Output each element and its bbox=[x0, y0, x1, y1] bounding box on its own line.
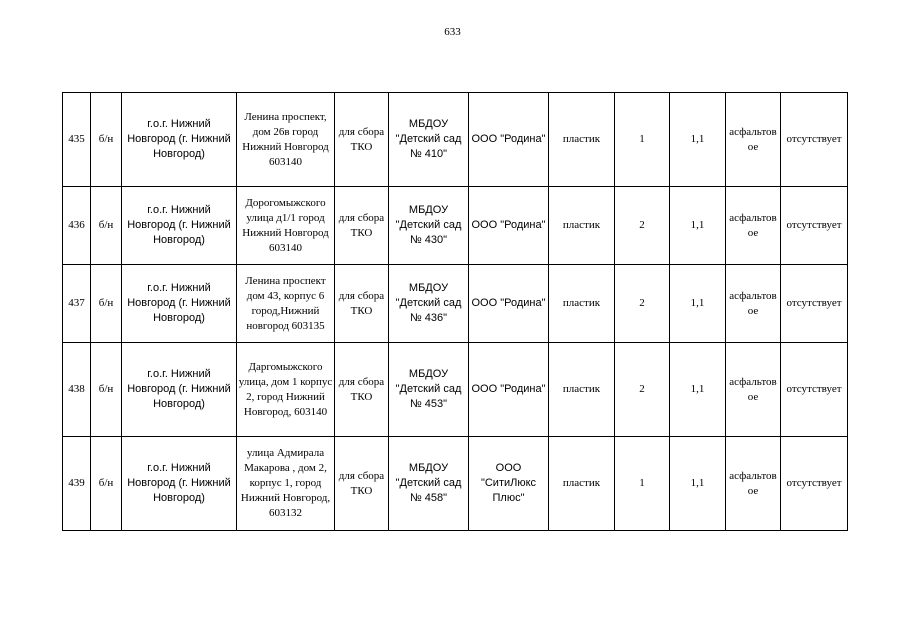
surface-text-line-2: ое bbox=[747, 484, 759, 497]
operator-cell: ООО "Родина" bbox=[469, 343, 549, 437]
container-count-cell: 2 bbox=[615, 265, 670, 343]
operator-cell: ООО "Родина" bbox=[469, 187, 549, 265]
operator-cell: ООО "СитиЛюкс Плюс" bbox=[469, 437, 549, 531]
surface-text-line-1: асфальтов bbox=[729, 375, 777, 388]
row-number-cell: 435 bbox=[63, 93, 91, 187]
operator-cell: ООО "Родина" bbox=[469, 265, 549, 343]
purpose-cell: для сбора ТКО bbox=[335, 265, 389, 343]
surface-cell bbox=[726, 93, 781, 187]
surface-text-line-2: ое bbox=[747, 390, 759, 403]
container-volume-cell: 1,1 bbox=[670, 93, 726, 187]
municipality-cell: г.о.г. Нижний Новгород (г. Нижний Новгород) bbox=[122, 265, 237, 343]
container-count-cell: 2 bbox=[615, 187, 670, 265]
surface-cell bbox=[726, 343, 781, 437]
material-cell: пластик bbox=[549, 437, 615, 531]
container-volume-cell: 1,1 bbox=[670, 343, 726, 437]
surface-text-line-1: асфальтов bbox=[729, 469, 777, 482]
surface-text-line-2: ое bbox=[747, 304, 759, 317]
container-volume-cell: 1,1 bbox=[670, 187, 726, 265]
table-row bbox=[63, 437, 848, 531]
row-number-cell: 437 bbox=[63, 265, 91, 343]
page-number: 633 bbox=[444, 26, 461, 38]
purpose-cell: для сбора ТКО bbox=[335, 187, 389, 265]
material-cell: пластик bbox=[549, 93, 615, 187]
fence-cell: отсутствует bbox=[781, 187, 848, 265]
fence-cell: отсутствует bbox=[781, 343, 848, 437]
municipality-cell: г.о.г. Нижний Новгород (г. Нижний Новгород) bbox=[122, 187, 237, 265]
material-cell: пластик bbox=[549, 343, 615, 437]
operator-cell: ООО "Родина" bbox=[469, 93, 549, 187]
material-cell: пластик bbox=[549, 187, 615, 265]
material-cell: пластик bbox=[549, 265, 615, 343]
municipality-cell: г.о.г. Нижний Новгород (г. Нижний Новгород) bbox=[122, 343, 237, 437]
reg-number-cell: б/н bbox=[91, 265, 122, 343]
surface-text-line-2: ое bbox=[747, 226, 759, 239]
table-row bbox=[63, 265, 848, 343]
container-count-cell: 1 bbox=[615, 437, 670, 531]
municipality-cell: г.о.г. Нижний Новгород (г. Нижний Новгород) bbox=[122, 93, 237, 187]
address-cell: Ленина проспект, дом 26в город Нижний Новгород 603140 bbox=[237, 93, 335, 187]
container-count-cell: 1 bbox=[615, 93, 670, 187]
address-cell: Даргомыжского улица, дом 1 корпус 2, город Нижний Новгород, 603140 bbox=[237, 343, 335, 437]
row-number-cell: 438 bbox=[63, 343, 91, 437]
reg-number-cell: б/н bbox=[91, 343, 122, 437]
container-count-cell: 2 bbox=[615, 343, 670, 437]
reg-number-cell: б/н bbox=[91, 187, 122, 265]
table-row bbox=[63, 93, 848, 187]
waste-sites-table bbox=[62, 92, 848, 531]
owner-cell: МБДОУ "Детский сад № 410" bbox=[389, 93, 469, 187]
surface-text-line-2: ое bbox=[747, 140, 759, 153]
reg-number-cell: б/н bbox=[91, 437, 122, 531]
surface-text-line-1: асфальтов bbox=[729, 125, 777, 138]
owner-cell: МБДОУ "Детский сад № 430" bbox=[389, 187, 469, 265]
address-cell: Дорогомыжского улица д1/1 город Нижний Новгород 603140 bbox=[237, 187, 335, 265]
purpose-cell: для сбора ТКО bbox=[335, 437, 389, 531]
surface-cell bbox=[726, 187, 781, 265]
surface-cell bbox=[726, 437, 781, 531]
purpose-cell: для сбора ТКО bbox=[335, 93, 389, 187]
table-row bbox=[63, 343, 848, 437]
owner-cell: МБДОУ "Детский сад № 458" bbox=[389, 437, 469, 531]
container-volume-cell: 1,1 bbox=[670, 437, 726, 531]
address-cell: улица Адмирала Макарова , дом 2, корпус 1, город Нижний Новгород, 603132 bbox=[237, 437, 335, 531]
surface-cell bbox=[726, 265, 781, 343]
surface-text-line-1: асфальтов bbox=[729, 289, 777, 302]
fence-cell: отсутствует bbox=[781, 265, 848, 343]
row-number-cell: 436 bbox=[63, 187, 91, 265]
row-number-cell: 439 bbox=[63, 437, 91, 531]
owner-cell: МБДОУ "Детский сад № 453" bbox=[389, 343, 469, 437]
reg-number-cell: б/н bbox=[91, 93, 122, 187]
purpose-cell: для сбора ТКО bbox=[335, 343, 389, 437]
fence-cell: отсутствует bbox=[781, 437, 848, 531]
container-volume-cell: 1,1 bbox=[670, 265, 726, 343]
address-cell: Ленина проспект дом 43, корпус 6 город,Нижний новгород 603135 bbox=[237, 265, 335, 343]
surface-text-line-1: асфальтов bbox=[729, 211, 777, 224]
table-row bbox=[63, 187, 848, 265]
fence-cell: отсутствует bbox=[781, 93, 848, 187]
municipality-cell: г.о.г. Нижний Новгород (г. Нижний Новгород) bbox=[122, 437, 237, 531]
owner-cell: МБДОУ "Детский сад № 436" bbox=[389, 265, 469, 343]
